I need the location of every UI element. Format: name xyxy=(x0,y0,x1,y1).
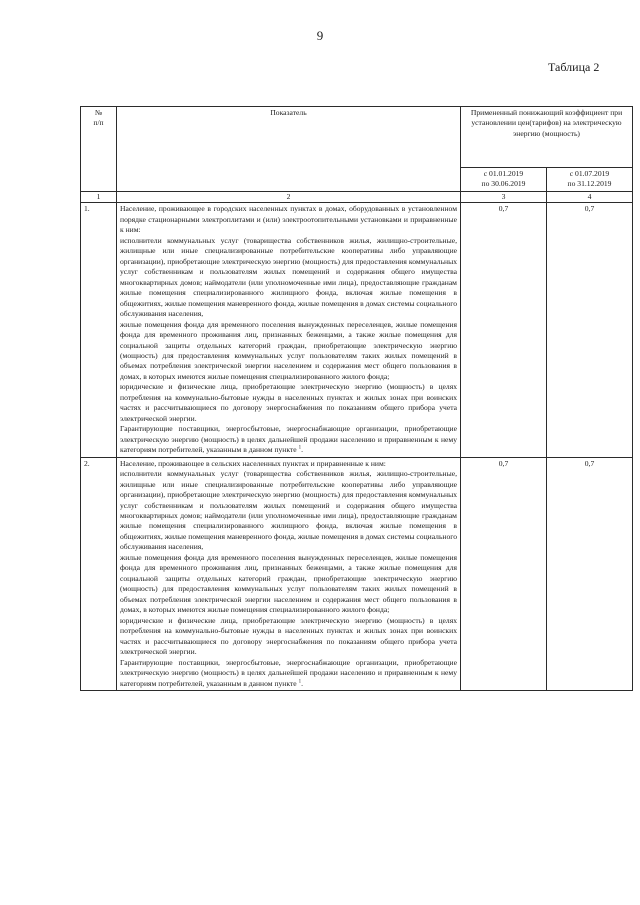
paragraph-with-footnote xyxy=(120,424,457,455)
column-number-row xyxy=(81,191,633,202)
table-label: Таблица 2 xyxy=(548,60,600,74)
column-number: 4 xyxy=(547,191,633,202)
tariff-coefficient-table xyxy=(80,106,633,691)
header-period-2 xyxy=(547,168,633,192)
row-indicator xyxy=(117,457,461,690)
table-row xyxy=(81,203,633,457)
footnote-mark: 1 xyxy=(298,445,302,451)
paragraph-end: . xyxy=(301,678,303,688)
row-number: 1. xyxy=(81,203,117,457)
paragraph-end: . xyxy=(301,445,303,455)
header-indicator-text: Показатель xyxy=(270,108,307,117)
paragraph: Население, проживающее в городских населенных пунктах в домах, оборудованных в установленном порядке стационарными электроплитами и (или) электроотопительными установками и приравненные к ним: xyxy=(120,204,457,235)
paragraph: Гарантирующие поставщики, энергосбытовые, энергоснабжающие организации, приобретающие электрическую энергию (мощность) в целях дальнейшей продажи населению и приравненным к нему категориям потребителей, указанным в данном пункте xyxy=(120,424,457,455)
header-period-1 xyxy=(461,168,547,192)
page-number: 9 xyxy=(316,28,324,43)
coefficient-value-period-2: 0,7 xyxy=(547,457,633,690)
paragraph: юридические и физические лица, приобретающие электрическую энергию (мощность) в целях потребления на коммунально-бытовые нужды в населенных пунктах и жилых зонах при воинских частях и рассчитывающиеся по договору энергоснабжения по показаниям общего прибора учета электрической энергии. xyxy=(120,615,457,657)
header-coefficient xyxy=(461,107,633,168)
header-num xyxy=(81,107,117,192)
header-indicator xyxy=(117,107,461,192)
coefficient-value-period-1: 0,7 xyxy=(461,203,547,457)
header-num-text: № п/п xyxy=(93,108,104,128)
column-number: 1 xyxy=(81,191,117,202)
row-indicator xyxy=(117,203,461,457)
paragraph: Гарантирующие поставщики, энергосбытовые, энергоснабжающие организации, приобретающие электрическую энергию (мощность) в целях дальнейшей продажи населению и приравненным к нему категориям потребителей, указанным в данном пункте xyxy=(120,657,457,688)
row-number: 2. xyxy=(81,457,117,690)
table-row xyxy=(81,457,633,690)
column-number: 2 xyxy=(117,191,461,202)
header-row xyxy=(81,107,633,168)
header-period-1-text: с 01.01.2019 по 30.06.2019 xyxy=(481,169,526,189)
paragraph: исполнители коммунальных услуг (товарищества собственников жилья, жилищно-строительные, жилищные или иные специализированные потребительские кооперативы либо управляющие организации), приобретающие электрическую энергию (мощность) для предоставления коммунальных услуг собственникам и пользователям жилых помещений и содержания общего имущества многоквартирных домов; наймодатели (или уполномоченные ими лица), предоставляющие гражданам жилые помещения специализированного жилищного фонда, включая жилые помещения в общежитиях, жилые помещения маневренного фонда, жилые помещения в домах системы социального обслуживания населения, xyxy=(120,235,457,319)
paragraph-with-footnote xyxy=(120,658,457,689)
footnote-mark: 1 xyxy=(298,678,302,684)
paragraph: исполнители коммунальных услуг (товарищества собственников жилья, жилищно-строительные, жилищные или иные специализированные потребительские кооперативы либо управляющие организации), приобретающие электрическую энергию (мощность) для предоставления коммунальных услуг собственникам и пользователям жилых помещений и содержания общего имущества многоквартирных домов; наймодатели (или уполномоченные ими лица), предоставляющие гражданам жилые помещения специализированного жилищного фонда, включая жилые помещения в общежитиях, жилые помещения маневренного фонда, жилые помещения в домах системы социального обслуживания населения, xyxy=(120,469,457,552)
paragraph: жилые помещения фонда для временного поселения вынужденных переселенцев, жилые помещения фонда для временного проживания лиц, признанных беженцами, а также жилые помещения для социальной защиты отдельных категорий граждан, приобретающие электрическую энергию (мощность) для предоставления коммунальных услуг пользователям таких жилых помещений в объемах потребления электрической энергии населением и содержания мест общего пользования в домах, в которых имеются жилые помещения специализированного жилого фонда; xyxy=(120,319,457,381)
coefficient-value-period-1: 0,7 xyxy=(461,457,547,690)
paragraph: Население, проживающее в сельских населенных пунктах и приравненные к ним: xyxy=(120,458,386,468)
column-number: 3 xyxy=(461,191,547,202)
coefficient-value-period-2: 0,7 xyxy=(547,203,633,457)
header-coefficient-text: Примененный понижающий коэффициент при установлении цен(тарифов) на электрическую энергию (мощность) xyxy=(470,108,623,138)
header-period-2-text: с 01.07.2019 по 31.12.2019 xyxy=(567,169,612,189)
paragraph: жилые помещения фонда для временного поселения вынужденных переселенцев, жилые помещения фонда для временного проживания лиц, признанных беженцами, а также жилые помещения для социальной защиты отдельных категорий граждан, приобретающие электрическую энергию (мощность) для предоставления коммунальных услуг пользователям таких жилых помещений в объемах потребления электрической энергии населением и содержания мест общего пользования в домах, в которых имеются жилые помещения специализированного жилого фонда; xyxy=(120,552,457,615)
paragraph: юридические и физические лица, приобретающие электрическую энергию (мощность) в целях потребления на коммунально-бытовые нужды в населенных пунктах и жилых зонах при воинских частях и рассчитывающиеся по договору энергоснабжения по показаниям общего прибора учета электрической энергии. xyxy=(120,382,457,423)
